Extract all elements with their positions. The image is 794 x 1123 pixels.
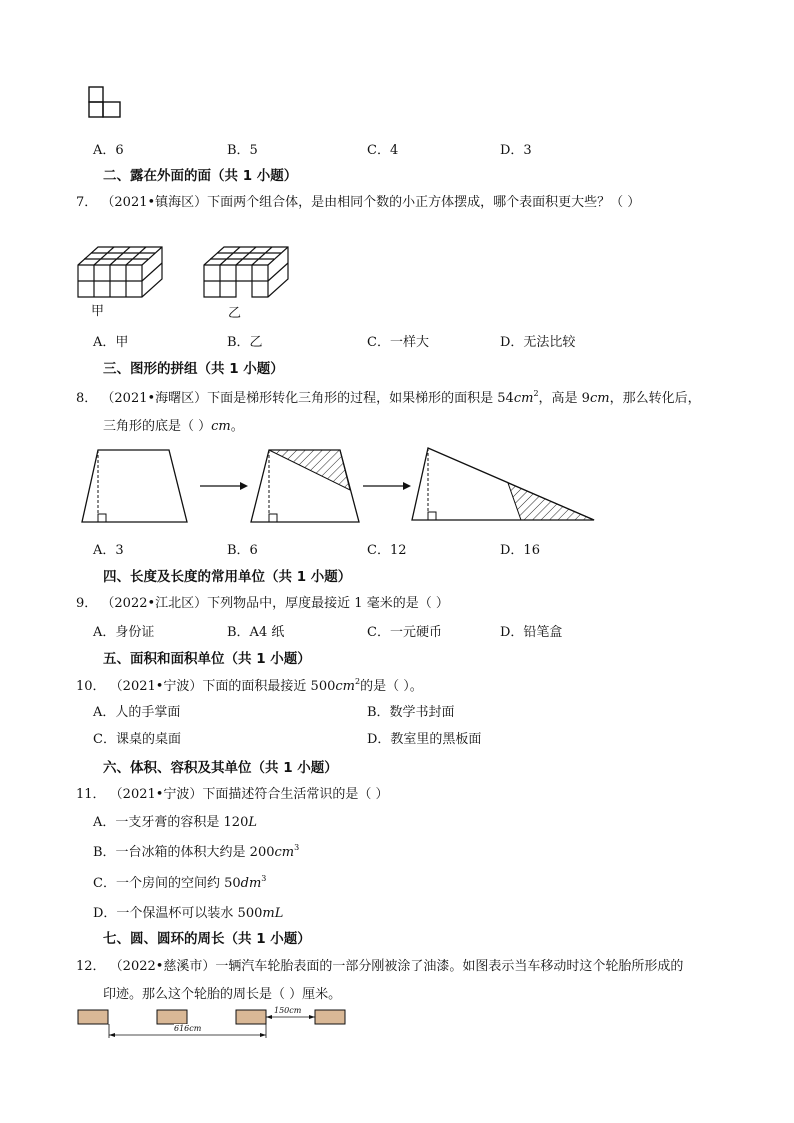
q10-option-d[interactable]: D．教室里的黑板面 <box>367 732 482 747</box>
section-2-title: 二、露在外面的面（共 1 小题） <box>103 168 298 184</box>
q9-option-b[interactable]: B．A4 纸 <box>227 625 285 640</box>
q7-option-a[interactable]: A．甲 <box>93 335 129 350</box>
q7-figure-label-yi: 乙 <box>228 306 242 321</box>
section-4-title: 四、长度及长度的常用单位（共 1 小题） <box>103 569 352 585</box>
q11-option-d[interactable]: D．一个保温杯可以装水 500mL <box>93 906 284 921</box>
q10-option-c[interactable]: C．课桌的桌面 <box>93 732 181 747</box>
q12-stem-line2: 印迹。那么这个轮胎的周长是（ ）厘米。 <box>103 987 342 1002</box>
q8-trapezoid-transformation-figure <box>80 446 600 526</box>
q9-option-c[interactable]: C．一元硬币 <box>367 625 442 640</box>
section-3-title: 三、图形的拼组（共 1 小题） <box>103 361 284 377</box>
section-7-title: 七、圆、圆环的周长（共 1 小题） <box>103 931 311 947</box>
paint-mark <box>157 1010 187 1024</box>
q9-stem: 9． （2022•江北区）下列物品中，厚度最接近 1 毫米的是（ ） <box>76 596 449 611</box>
paint-mark <box>315 1010 345 1024</box>
q8-option-b[interactable]: B．6 <box>227 543 258 558</box>
q9-option-a[interactable]: A．身份证 <box>93 625 155 640</box>
q8-stem-line2: 三角形的底是（ ）cm。 <box>103 419 244 434</box>
paint-mark <box>78 1010 108 1024</box>
q12-tire-marks-figure <box>76 1005 356 1045</box>
q7-figure-label-jia: 甲 <box>91 304 105 319</box>
paint-mark <box>236 1010 266 1024</box>
q7-stem: 7． （2021•镇海区）下面两个组合体，是由相同个数的小正方体摆成，哪个表面积更大些？（ ） <box>76 195 641 210</box>
q12-dimension-150: 150cm <box>274 1006 302 1015</box>
q12-stem-line1: 12． （2022•慈溪市）一辆汽车轮胎表面的一部分刚被涂了油漆。如图表示当车移动时这个轮胎所形成的 <box>76 959 684 974</box>
q8-stem-line1: 8． （2021•海曙区）下面是梯形转化三角形的过程，如果梯形的面积是 $54cm^2$，高是 9cm，那么转化后， <box>76 389 701 406</box>
q12-dimension-616: 616cm <box>174 1024 202 1033</box>
q7-option-c[interactable]: C．一样大 <box>367 335 429 350</box>
q6-option-a[interactable]: A．6 <box>93 143 124 158</box>
q11-option-c[interactable]: C．一个房间的空间约 $50dm^3$ <box>93 874 267 891</box>
q11-stem: 11． （2021•宁波）下面描述符合生活常识的是（ ） <box>76 787 389 802</box>
q10-option-b[interactable]: B．数学书封面 <box>367 705 455 720</box>
q6-option-b[interactable]: B．5 <box>227 143 258 158</box>
q10-option-a[interactable]: A．人的手掌面 <box>93 705 181 720</box>
q7-option-d[interactable]: D．无法比较 <box>500 335 576 350</box>
q6-option-c[interactable]: C．4 <box>367 143 399 158</box>
section-6-title: 六、体积、容积及其单位（共 1 小题） <box>103 760 338 776</box>
q8-option-d[interactable]: D．16 <box>500 543 540 558</box>
q8-option-c[interactable]: C．12 <box>367 543 407 558</box>
q11-option-b[interactable]: B．一台冰箱的体积大约是 $200cm^3$ <box>93 843 300 860</box>
q6-cube-figure <box>88 86 124 120</box>
section-5-title: 五、面积和面积单位（共 1 小题） <box>103 651 311 667</box>
q8-option-a[interactable]: A．3 <box>93 543 124 558</box>
q6-option-d[interactable]: D．3 <box>500 143 532 158</box>
q7-option-b[interactable]: B．乙 <box>227 335 263 350</box>
q9-option-d[interactable]: D．铅笔盒 <box>500 625 563 640</box>
q11-option-a[interactable]: A．一支牙膏的容积是 120L <box>93 815 257 830</box>
q7-cube-compositions-figure <box>76 243 291 318</box>
q10-stem: 10． （2021•宁波）下面的面积最接近 $500cm^2$的是（ ）。 <box>76 677 423 694</box>
